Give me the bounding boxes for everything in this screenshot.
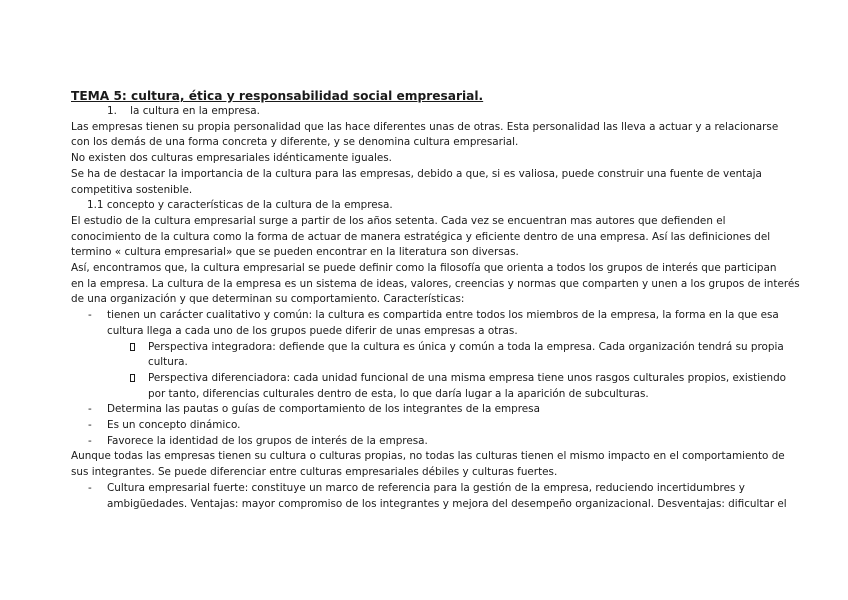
paragraph-line: en la empresa. La cultura de la empresa es un sistema de ideas, valores, creencias y normas que comparten y unen a los grupos de interés [71,277,800,290]
paragraph-line: conocimiento de la cultura como la forma de actuar de manera estratégica y eficiente dentro de una empresa. Así las definiciones del [71,230,771,243]
list-item [71,418,777,434]
sub-list-item-line: Perspectiva diferenciadora: cada unidad funcional de una misma empresa tiene unos rasgos culturales propios, existiendo [148,371,787,384]
paragraph-line: de una organización y que determinan su comportamiento. Características: [71,293,465,306]
paragraph-line: Las empresas tienen su propia personalidad que las hace diferentes unas de otras. Esta personalidad las lleva a actuar y a relacionarse [71,120,779,133]
square-bullet-icon [130,343,135,351]
paragraph-line: con los demás de una forma concreta y diferente, y se denomina cultura empresarial. [71,136,519,149]
paragraph-line: El estudio de la cultura empresarial surge a partir de los años setenta. Cada vez se encuentran mas autores que defienden el [71,214,726,227]
paragraph-line: Así, encontramos que, la cultura empresarial se puede definir como la filosofía que orienta a todos los grupos de interés que participan [71,262,777,275]
sub-list-item-line: cultura. [148,356,188,369]
paragraph-line: termino « cultura empresarial» que se pueden encontrar en la literatura son diversas. [71,246,519,259]
list-item-line: cultura llega a cada uno de los grupos puede diferir de unas empresas a otras. [107,324,518,337]
paragraph-line: competitiva sostenible. [71,183,193,196]
dash-bullet: - [88,403,92,416]
sub-list-item [71,340,784,371]
document-body [71,88,800,512]
list-item-line: Es un concepto dinámico. [107,419,241,432]
section-1-number: 1. [107,105,117,117]
paragraph-line: sus integrantes. Se puede diferenciar entre culturas empresariales débiles y culturas fuertes. [71,466,558,479]
list-item [71,402,777,418]
paragraph-line: Aunque todas las empresas tienen su cultura o culturas propias, no todas las culturas tienen el mismo impacto en el comportamiento de [71,450,785,463]
dash-bullet: - [88,309,92,322]
page-title: TEMA 5: cultura, ética y responsabilidad social empresarial. [71,89,484,103]
list-item [71,434,777,450]
paragraph-line: No existen dos culturas empresariales idénticamente iguales. [71,152,392,165]
dash-bullet: - [88,481,92,494]
list-item-line: tienen un carácter cualitativo y común: la cultura es compartida entre todos los miembros de la empresa, la forma en la que esa [107,309,779,322]
square-bullet-icon [130,374,135,382]
list-item-line: Cultura empresarial fuerte: constituye un marco de referencia para la gestión de la empresa, reduciendo incertidumbres y [107,481,745,494]
list-item-line: Favorece la identidad de los grupos de interés de la empresa. [107,434,428,447]
sub-list-item-line: por tanto, diferencias culturales dentro de esta, lo que daría lugar a la aparición de subculturas. [148,387,649,400]
list-item [71,481,787,512]
section-1-1-heading: 1.1 concepto y características de la cultura de la empresa. [87,199,393,212]
section-1-title: la cultura en la empresa. [130,105,260,117]
list-item-line: ambigüedades. Ventajas: mayor compromiso de los integrantes y mejora del desempeño organizacional. Desventajas: dificultar el [107,497,787,510]
sub-list-item-line: Perspectiva integradora: defiende que la cultura es única y común a toda la empresa. Cada organización tendrá su propia [148,340,784,353]
paragraph-line: Se ha de destacar la importancia de la cultura para las empresas, debido a que, si es valiosa, puede construir una fuente de ventaja [71,167,762,180]
sub-list-item [71,371,787,402]
section-1-heading [71,104,777,120]
dash-bullet: - [88,419,92,432]
dash-bullet: - [88,434,92,447]
list-item-line: Determina las pautas o guías de comportamiento de los integrantes de la empresa [107,403,540,416]
list-item [71,308,777,339]
